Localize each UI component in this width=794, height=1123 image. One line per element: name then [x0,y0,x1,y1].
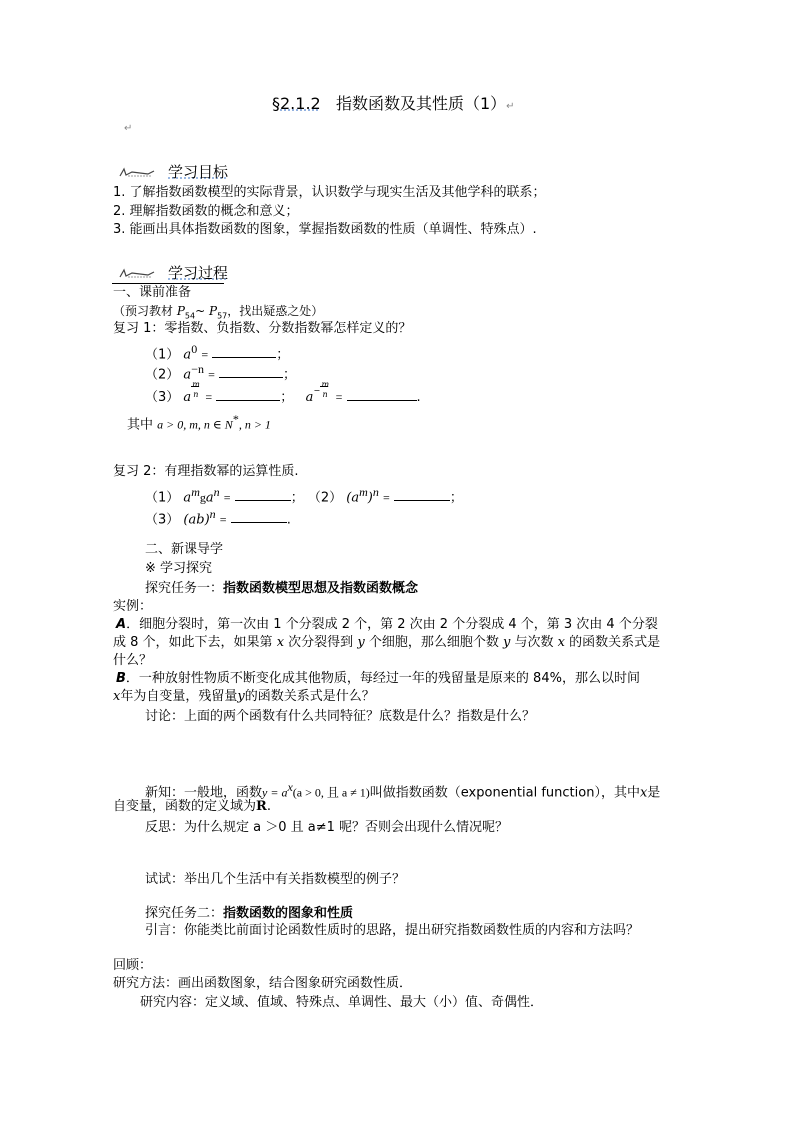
section-sign: § [272,94,280,113]
label-b: B [116,671,126,686]
label-a: A [116,617,127,632]
prep-note-text: （预习教材 [113,304,174,318]
item-number: （3） [145,512,180,528]
research-content: 研究内容：定义域、值域、特殊点、单调性、最大（小）值、奇偶性． [140,995,544,1010]
punct: . [286,512,291,528]
goal-item-2: 2. 理解指数函数的概念和意义； [113,204,299,219]
math-base: (ab) [183,512,210,528]
title-text: 指数函数及其性质（1） [335,94,507,113]
text-part: 个细胞，那么细胞个数 [368,635,499,650]
condition-prefix: 其中 [127,417,154,433]
prep-title: 一、课前准备 [113,285,192,300]
punct: ； [290,490,304,506]
var-x: x [113,689,121,704]
punct: ； [449,490,463,506]
item-number: （1） [145,347,180,363]
func-exp: x [287,780,293,794]
real-set: R [256,799,267,814]
newlesson-title: 二、新课导学 [145,542,224,557]
math-base: (a [346,490,360,506]
answer-blank[interactable] [231,510,287,523]
new-knowledge-line2 [113,798,271,816]
frac-den: n [193,390,199,399]
text-part: 新知：一般地，函数 [145,785,263,801]
condition-line [127,410,271,434]
math-exp: n [213,485,220,499]
goal-item-3: 3. 能画出具体指数函数的图象，掌握指数函数的性质（单调性、特殊点）. [113,222,537,237]
item-number: （1） [145,490,180,506]
equals-sign: = [219,512,227,527]
var-y: y [502,635,511,650]
equals-sign: = [201,347,209,362]
math-exp: −n [191,362,204,376]
item-number: （2） [145,367,180,383]
page-title [272,95,515,116]
punct: ； [276,347,290,363]
example-a-line2 [113,634,660,652]
intro: 引言：你能类比前面讨论函数性质时的思路，提出研究指数函数性质的内容和方法吗？ [145,923,640,938]
minus-sign: − [313,386,321,395]
answer-blank[interactable] [219,365,283,378]
func-math: y = a [262,785,288,800]
var-x: x [276,635,285,650]
text-part: 叫做指数函数（exponential function），其中 [369,785,640,801]
review-label: 回顾： [113,958,153,973]
math-exp: m [191,485,200,499]
task1 [145,580,418,598]
math-paren: ) [367,490,373,506]
example-b-line2 [113,688,375,706]
text-part: 的函数关系式是什么？ [244,689,375,704]
review1-item-3 [145,380,421,407]
text-part: 次分裂得到 [288,635,354,650]
punct: ； [283,367,297,383]
answer-blank[interactable] [394,488,450,501]
func-cond: (a > 0, 且 a ≠ 1) [292,785,370,800]
discuss: 讨论：上面的两个函数有什么共同特征？底数是什么？指数是什么？ [145,709,536,724]
condition-end: , n > 1 [238,417,271,432]
example-label: 实例： [113,599,153,614]
var-x: x [557,635,565,650]
punct: . [416,390,421,405]
page-ref-1-sub: 54 [184,311,196,321]
condition-math: a > 0, m, n ∈ N [157,417,233,432]
var-x: x [639,785,648,801]
research-method: 研究方法：画出函数图象，结合图象研究函数性质． [113,976,413,991]
item-number: （3） [145,390,180,405]
pen-icon [118,267,158,281]
task2 [145,905,353,923]
equals-sign: = [208,367,215,382]
task2-label: 探究任务二： [145,906,224,921]
review1-item-2 [145,360,296,384]
math-base: a [205,490,214,506]
math-base: a [305,390,314,405]
frac-den: n [322,390,328,399]
page-ref-2-sub: 57 [217,311,228,321]
answer-blank[interactable] [347,388,417,401]
var-y: y [357,635,365,650]
equals-sign: = [223,490,231,505]
answer-blank[interactable] [212,345,276,358]
return-mark: ↵ [506,101,515,112]
equals-sign: = [205,390,213,404]
math-exp: n [209,507,216,521]
star-sup: * [232,412,239,426]
punct: ； [280,390,294,405]
newlesson-sub: ※ 学习探究 [145,561,213,576]
example-a-text: ．细胞分裂时，第一次由 1 个分裂成 2 个，第 2 次由 2 个分裂成 4 个，第 3 次由 4 个分裂 [126,617,658,632]
frac-num: m [192,380,200,389]
task1-title: 指数函数模型思想及指数函数概念 [223,581,419,596]
equals-sign: = [335,390,343,404]
goal-item-1: 1. 了解指数函数模型的实际背景，认识数学与现实生活及其他学科的联系； [113,185,546,200]
process-heading [118,264,228,282]
var-y: y [237,689,245,704]
fraction-exp [191,380,201,406]
text-part: 是 [647,785,661,801]
example-b-line1 [116,670,640,688]
example-b-text: ．一种放射性物质不断变化成其他物质，每经过一年的残留量是原来的 84%，那么以时间 [125,671,640,686]
math-base: a [183,390,192,405]
goals-heading-text: 学习目标 [168,163,229,181]
math-exp: n [372,485,379,499]
example-a-line3: 什么？ [113,653,153,668]
review-1: 复习 1：零指数、负指数、分数指数幂怎样定义的？ [113,321,412,336]
text-part: 年为自变量，残留量 [120,689,238,704]
fraction-exp [313,380,331,406]
punct: . [266,799,271,814]
tilde: ~ [195,304,206,318]
math-base: a [183,490,192,506]
math-exp: m [359,485,368,499]
prep-note-end: ，找出疑惑之处） [227,304,324,318]
review2-items-row1 [145,483,463,507]
text-part: 与次数 [514,635,554,650]
equals-sign: = [382,490,390,505]
text-part: 成 8 个，如此下去，如果第 [113,635,273,650]
page-ref-1: P [176,304,185,318]
task1-label: 探究任务一： [145,581,224,596]
example-a-line1 [116,616,658,634]
answer-blank[interactable] [235,488,291,501]
text-part: 自变量，函数的定义域为 [113,799,257,814]
math-base: a [183,347,192,363]
section-number: 2.1.2 [280,94,321,113]
text-part: 的函数关系式是 [569,635,661,650]
pen-icon [118,166,158,180]
goals-heading [118,163,228,181]
dot-glyph: g [199,490,206,505]
task2-title: 指数函数的图象和性质 [223,906,354,921]
reflect: 反思：为什么规定 a ＞0 且 a≠1 呢？否则会出现什么情况呢？ [145,820,509,835]
try-it: 试试：举出几个生活中有关指数模型的例子？ [145,872,406,887]
item-number: （2） [307,490,343,506]
review2-item-3 [145,505,291,529]
frac-num: m [321,380,330,389]
math-base: a [183,367,192,383]
review-2: 复习 2：有理指数幂的运算性质. [113,464,299,479]
paragraph-mark: ↵ [124,123,133,134]
answer-blank[interactable] [216,388,280,401]
page-ref-2: P [209,304,218,318]
math-exp: 0 [191,342,198,356]
process-heading-text: 学习过程 [168,264,229,282]
